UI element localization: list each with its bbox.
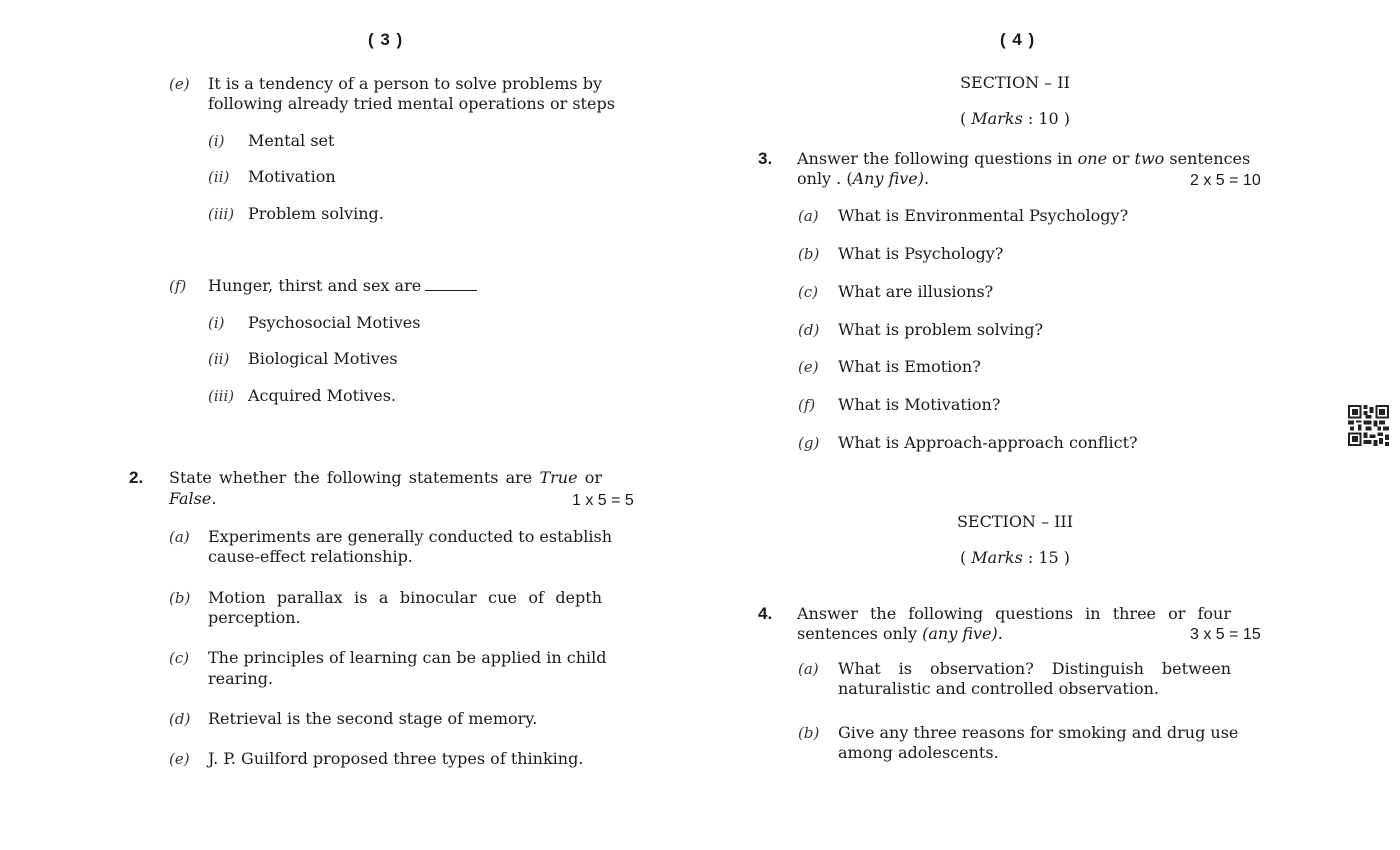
question-number: 3. [758, 149, 773, 168]
question-text-line: Answer the following questions in three or four [797, 604, 1231, 623]
item-label: (a) [169, 528, 190, 546]
emphasis: two [1134, 149, 1165, 168]
marks-value: : 15 ) [1027, 548, 1071, 567]
item-label: (c) [798, 283, 819, 301]
question-text-line [797, 149, 1250, 169]
option-label: (i) [208, 132, 225, 150]
option-text: Psychosocial Motives [248, 313, 421, 332]
item-label: (f) [798, 396, 816, 414]
section-marks [915, 109, 1115, 129]
item-text: What is Environmental Psychology? [838, 206, 1129, 225]
page-number-left: ( 3 ) [368, 30, 404, 49]
text: only . ( [797, 169, 853, 188]
item-label: (b) [798, 724, 820, 742]
marks-label: Marks [971, 109, 1023, 128]
question-text-line: It is a tendency of a person to solve problems by [208, 74, 602, 93]
fill-blank [425, 277, 477, 291]
option-label: (iii) [208, 387, 235, 405]
item-text: What is problem solving? [838, 320, 1044, 339]
text: Answer the following questions in [797, 149, 1073, 168]
option-text: Acquired Motives. [248, 386, 396, 405]
question-label: (f) [169, 277, 187, 295]
item-text: What are illusions? [838, 282, 994, 301]
item-text-line: Experiments are generally conducted to establish [208, 527, 613, 546]
option-text: Motivation [248, 167, 336, 186]
item-text-line: Retrieval is the second stage of memory. [208, 709, 538, 728]
question-number: 4. [758, 604, 773, 623]
item-label: (e) [169, 750, 190, 768]
item-label: (b) [798, 245, 820, 263]
item-label: (e) [798, 358, 819, 376]
question-text-line [169, 489, 216, 509]
item-text: What is Motivation? [838, 395, 1001, 414]
section-title: SECTION – II [960, 73, 1070, 92]
option-text: Mental set [248, 131, 335, 150]
text: ( [959, 109, 967, 128]
question-text-line [797, 624, 1003, 644]
text: or [584, 468, 602, 487]
text: ( [959, 548, 967, 567]
question-text [208, 276, 477, 296]
marks-value: : 10 ) [1027, 109, 1071, 128]
text: sentences [1169, 149, 1251, 168]
text: or [1112, 149, 1130, 168]
item-text-line: J. P. Guilford proposed three types of thinking. [208, 749, 584, 768]
section-title: SECTION – III [956, 512, 1074, 531]
option-label: (ii) [208, 168, 230, 186]
item-text-line: The principles of learning can be applied in child [208, 648, 607, 667]
option-text: Biological Motives [248, 349, 398, 368]
item-text-line: What is observation? Distinguish between [838, 659, 1231, 678]
item-label: (d) [798, 321, 820, 339]
text: sentences only [797, 624, 918, 643]
item-text-line: rearing. [208, 669, 274, 688]
item-text-line: perception. [208, 608, 301, 627]
question-number: 2. [129, 468, 144, 487]
emphasis: True [539, 468, 578, 487]
item-label: (a) [798, 660, 819, 678]
item-text: What is Emotion? [838, 357, 981, 376]
section-marks [915, 548, 1115, 568]
text: . [211, 489, 217, 508]
text: State whether the following statements are [169, 468, 533, 487]
item-label: (g) [798, 434, 820, 452]
emphasis: (any five). [922, 624, 1003, 643]
qr-code-icon [1348, 405, 1389, 446]
item-text-line: among adolescents. [838, 743, 999, 762]
option-label: (i) [208, 314, 225, 332]
item-text-line: Give any three reasons for smoking and drug use [838, 723, 1239, 742]
item-text: What is Psychology? [838, 244, 1004, 263]
marks-allocation: 1 x 5 = 5 [572, 492, 634, 509]
item-label: (c) [169, 649, 190, 667]
emphasis: False [169, 489, 212, 508]
item-label: (d) [169, 710, 191, 728]
option-label: (iii) [208, 205, 235, 223]
item-text-line: naturalistic and controlled observation. [838, 679, 1159, 698]
marks-label: Marks [971, 548, 1023, 567]
item-text: What is Approach-approach conflict? [838, 433, 1138, 452]
question-text-content: Hunger, thirst and sex are [208, 276, 422, 295]
question-text-line [169, 468, 602, 488]
marks-allocation: 2 x 5 = 10 [1190, 172, 1261, 189]
item-text-line: Motion parallax is a binocular cue of depth [208, 588, 602, 607]
question-text-line [797, 169, 929, 189]
marks-allocation: 3 x 5 = 15 [1190, 626, 1261, 643]
question-label: (e) [169, 75, 190, 93]
emphasis: one [1077, 149, 1108, 168]
item-label: (a) [798, 207, 819, 225]
page-number-right: ( 4 ) [1000, 30, 1036, 49]
option-text: Problem solving. [248, 204, 384, 223]
question-text-line: following already tried mental operations or steps [208, 94, 615, 113]
emphasis: Any five). [852, 169, 930, 188]
item-text-line: cause-effect relationship. [208, 547, 413, 566]
item-label: (b) [169, 589, 191, 607]
option-label: (ii) [208, 350, 230, 368]
